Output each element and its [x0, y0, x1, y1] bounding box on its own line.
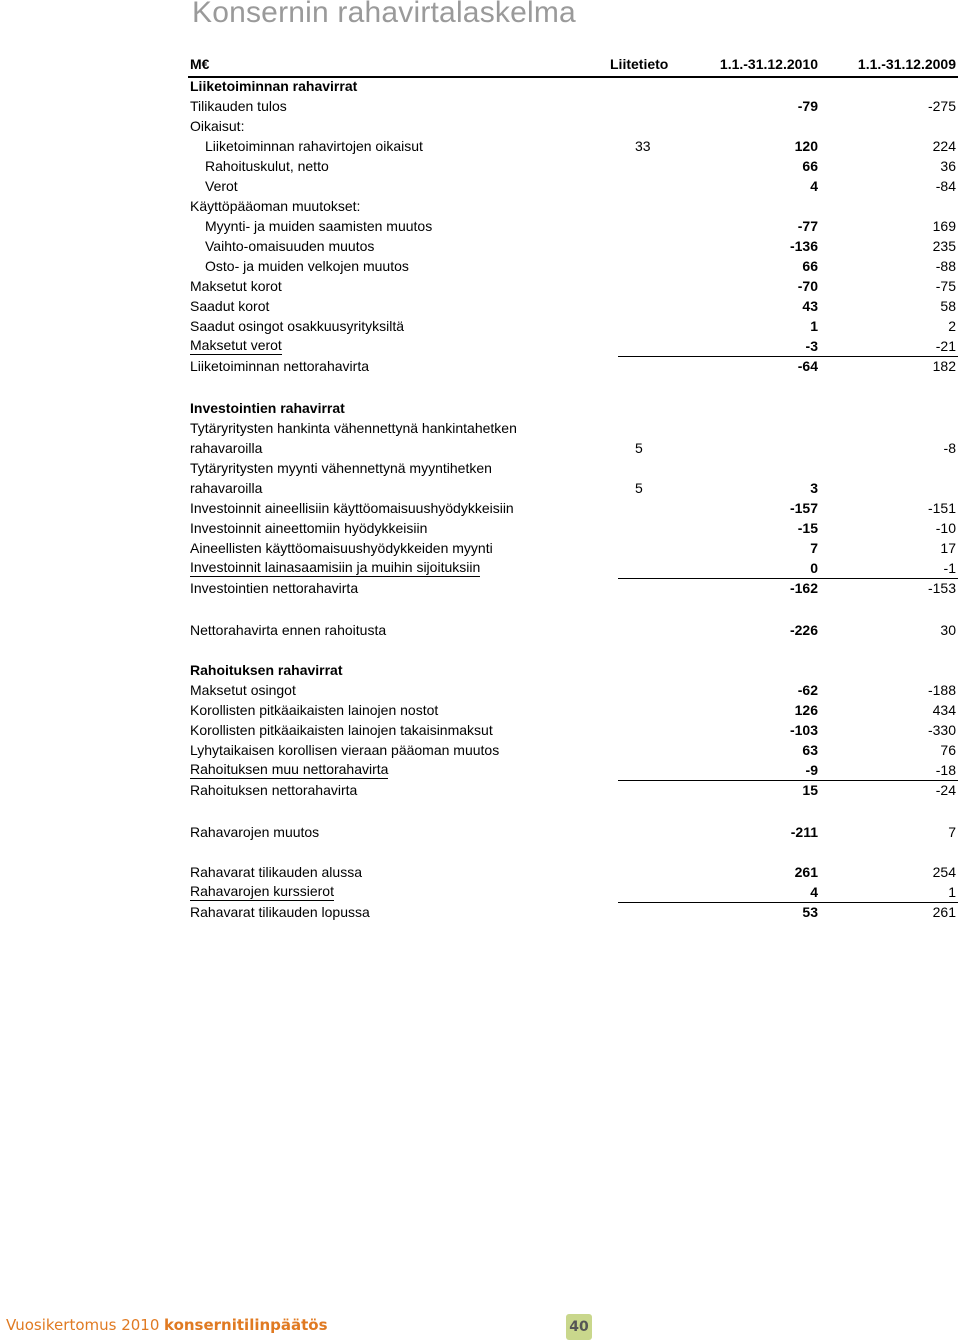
- table-header: [188, 54, 958, 78]
- value-2009: 36: [940, 158, 956, 174]
- table-row: [188, 276, 958, 296]
- value-2009: 224: [932, 138, 956, 154]
- value-2009: -275: [927, 98, 956, 114]
- table-row: [188, 902, 958, 922]
- row-label: Saadut korot: [190, 298, 270, 314]
- table-row: [188, 356, 958, 376]
- section-name: konsernitilinpäätös: [164, 1316, 328, 1334]
- value-2010: 4: [810, 884, 818, 900]
- value-2009: -8: [943, 440, 956, 456]
- value-2009: 30: [940, 622, 956, 638]
- table-row: [188, 316, 958, 336]
- value-2010: 0: [810, 560, 818, 576]
- value-2010: 63: [802, 742, 818, 758]
- page-title: Konsernin rahavirtalaskelma: [192, 0, 576, 29]
- value-2010: 120: [794, 138, 818, 154]
- value-2009: -24: [935, 782, 956, 798]
- table-row: [188, 780, 958, 800]
- value-2010: -15: [797, 520, 818, 536]
- table-row: [188, 862, 958, 882]
- value-2010: -9: [805, 762, 818, 778]
- row-label: rahavaroilla: [190, 480, 263, 496]
- value-2010: 53: [802, 904, 818, 920]
- value-2009: -188: [927, 682, 956, 698]
- row-label: Rahavarojen kurssierot: [190, 883, 334, 899]
- value-2010: 15: [802, 782, 818, 798]
- row-label: Liiketoiminnan nettorahavirta: [190, 358, 369, 374]
- table-row: [188, 700, 958, 720]
- section-heading-row: [188, 660, 958, 680]
- value-2010: -162: [789, 580, 818, 596]
- table-row: [188, 680, 958, 700]
- value-2009: 182: [932, 358, 956, 374]
- value-2009: 76: [940, 742, 956, 758]
- value-2010: -3: [805, 338, 818, 354]
- report-name: Vuosikertomus 2010: [6, 1316, 160, 1334]
- value-2010: -136: [789, 238, 818, 254]
- table-row: [188, 458, 958, 478]
- page-number: 40: [566, 1314, 592, 1340]
- row-label: Maksetut korot: [190, 278, 282, 294]
- value-2010: 3: [810, 480, 818, 496]
- table-row: [188, 578, 958, 598]
- table-row: [188, 620, 958, 640]
- page-footer: [0, 1312, 960, 1344]
- row-label: Rahoituksen muu nettorahavirta: [190, 761, 389, 777]
- value-2009: -75: [935, 278, 956, 294]
- value-2010: -64: [797, 358, 818, 374]
- table-row: [188, 196, 958, 216]
- note-ref: 5: [635, 480, 643, 496]
- value-2009: 434: [932, 702, 956, 718]
- row-label: Korollisten pitkäaikaisten lainojen nostot: [190, 702, 439, 718]
- table-row: [188, 558, 958, 578]
- row-label: Vaihto-omaisuuden muutos: [205, 238, 375, 254]
- row-label: Rahoituskulut, netto: [205, 158, 329, 174]
- table-row: [188, 216, 958, 236]
- value-2010: 261: [794, 864, 818, 880]
- value-2009: 169: [932, 218, 956, 234]
- note-header: Liitetieto: [610, 56, 669, 72]
- value-2009: -88: [935, 258, 956, 274]
- row-label: Nettorahavirta ennen rahoitusta: [190, 622, 387, 638]
- value-2010: 1: [810, 318, 818, 334]
- row-label: Liiketoiminnan rahavirtojen oikaisut: [205, 138, 423, 154]
- value-2010: -157: [789, 500, 818, 516]
- value-2010: 66: [802, 258, 818, 274]
- value-2010: -70: [797, 278, 818, 294]
- row-label: Tytäryritysten myynti vähennettynä myyntihetken: [190, 460, 492, 476]
- table-row: [188, 96, 958, 116]
- table-row: [188, 720, 958, 740]
- table-row: [188, 136, 958, 156]
- value-2009: 1: [948, 884, 956, 900]
- row-label: Investoinnit aineettomiin hyödykkeisiin: [190, 520, 428, 536]
- table-row: [188, 256, 958, 276]
- table-row: [188, 518, 958, 538]
- row-label: Käyttöpääoman muutokset:: [190, 198, 361, 214]
- value-2010: -211: [790, 824, 818, 840]
- table-row: [188, 538, 958, 558]
- table-row: [188, 116, 958, 136]
- value-2009: 2: [948, 318, 956, 334]
- value-2009: 235: [932, 238, 956, 254]
- table-row: [188, 156, 958, 176]
- year-2010-header: 1.1.-31.12.2010: [719, 56, 818, 72]
- section-heading: Rahoituksen rahavirrat: [190, 662, 343, 678]
- row-label: Investointien nettorahavirta: [190, 580, 359, 596]
- row-label: Maksetut verot: [190, 337, 282, 353]
- row-label: Investoinnit lainasaamisiin ja muihin sijoituksiin: [190, 559, 481, 575]
- table-row: [188, 882, 958, 902]
- row-label: Myynti- ja muiden saamisten muutos: [205, 218, 433, 234]
- table-row: [188, 822, 958, 842]
- value-2010: -62: [797, 682, 818, 698]
- value-2009: 17: [940, 540, 956, 556]
- value-2010: 43: [802, 298, 818, 314]
- row-label: Oikaisut:: [190, 118, 245, 134]
- row-label: Investoinnit aineellisiin käyttöomaisuushyödykkeisiin: [190, 500, 514, 516]
- section-heading-row: [188, 398, 958, 418]
- row-label: rahavaroilla: [190, 440, 263, 456]
- value-2009: 261: [932, 904, 956, 920]
- value-2009: 254: [932, 864, 956, 880]
- table-row: [188, 498, 958, 518]
- unit-header: M€: [190, 56, 210, 72]
- value-2010: 126: [794, 702, 818, 718]
- value-2009: 7: [948, 824, 956, 840]
- value-2009: -151: [927, 500, 956, 516]
- value-2009: -21: [935, 338, 956, 354]
- value-2009: -153: [927, 580, 956, 596]
- value-2010: 7: [810, 540, 818, 556]
- value-2009: -18: [935, 762, 956, 778]
- row-label: Lyhytaikaisen korollisen vieraan pääoman muutos: [190, 742, 500, 758]
- section-heading: Liiketoiminnan rahavirrat: [190, 78, 358, 94]
- year-2009-header: 1.1.-31.12.2009: [857, 56, 956, 72]
- table-row: [188, 418, 958, 438]
- value-2010: -103: [789, 722, 818, 738]
- value-2009: -1: [943, 560, 956, 576]
- section-heading: Investointien rahavirrat: [190, 400, 345, 416]
- table-row: [188, 740, 958, 760]
- value-2009: -10: [935, 520, 956, 536]
- value-2010: -77: [797, 218, 818, 234]
- row-label: Rahoituksen nettorahavirta: [190, 782, 358, 798]
- row-label: Aineellisten käyttöomaisuushyödykkeiden myynti: [190, 540, 493, 556]
- row-label: Tilikauden tulos: [190, 98, 287, 114]
- value-2009: -84: [935, 178, 956, 194]
- value-2010: -79: [797, 98, 818, 114]
- value-2010: -226: [789, 622, 818, 638]
- value-2009: -330: [927, 722, 956, 738]
- table-row: [188, 296, 958, 316]
- row-label: Maksetut osingot: [190, 682, 296, 698]
- table-row: [188, 176, 958, 196]
- row-label: Saadut osingot osakkuusyrityksiltä: [190, 318, 404, 334]
- note-ref: 33: [635, 138, 651, 154]
- row-label: Rahavarat tilikauden alussa: [190, 864, 362, 880]
- row-label: Verot: [205, 178, 238, 194]
- row-label: Osto- ja muiden velkojen muutos: [205, 258, 409, 274]
- table-row: [188, 336, 958, 356]
- table-row: [188, 478, 958, 498]
- table-row: [188, 760, 958, 780]
- row-label: Rahavarat tilikauden lopussa: [190, 904, 370, 920]
- section-heading-row: [188, 76, 958, 96]
- row-label: Korollisten pitkäaikaisten lainojen takaisinmaksut: [190, 722, 493, 738]
- table-row: [188, 438, 958, 458]
- value-2010: 4: [810, 178, 818, 194]
- row-label: Rahavarojen muutos: [190, 824, 320, 840]
- row-label: Tytäryritysten hankinta vähennettynä hankintahetken: [190, 420, 517, 436]
- value-2010: 66: [802, 158, 818, 174]
- table-row: [188, 236, 958, 256]
- note-ref: 5: [635, 440, 643, 456]
- value-2009: 58: [940, 298, 956, 314]
